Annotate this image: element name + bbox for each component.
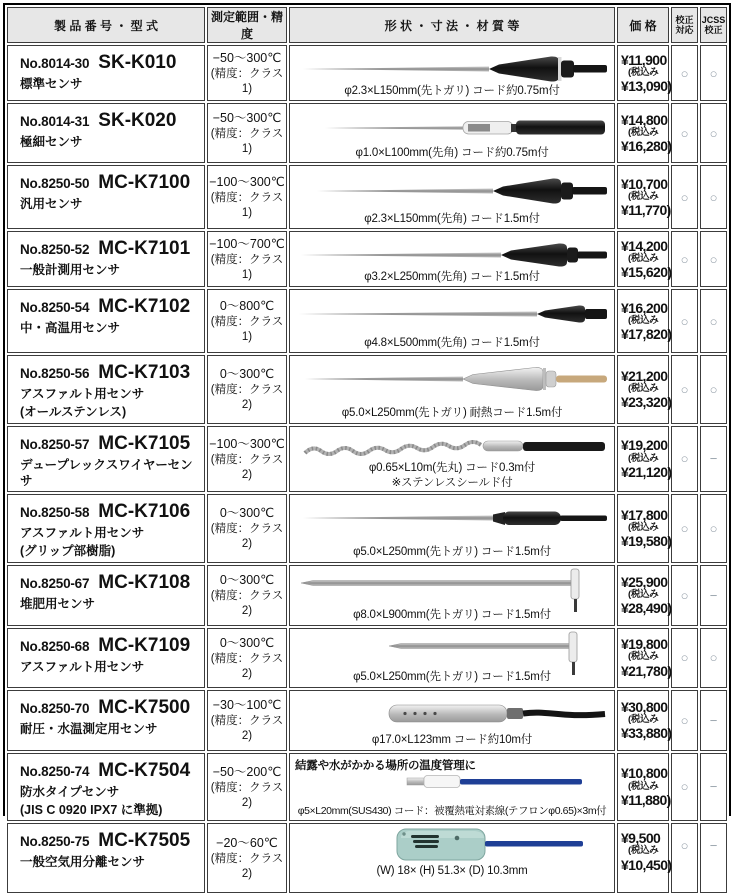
measure-range: −100〜300℃ xyxy=(209,436,285,451)
range-cell xyxy=(207,753,287,822)
header-shape: 形 状 ・ 寸 法 ・ 材 質 等 xyxy=(289,7,615,43)
calibration-mark: ○ xyxy=(671,565,698,626)
table-row xyxy=(7,565,727,626)
product-cell xyxy=(7,565,205,626)
dimension-caption: φ0.65×L10m(先丸) コード0.3m付 ※ステンレスシールド付 xyxy=(368,462,536,489)
dimension-caption: φ3.2×L250mm(先角) コード1.5m付 xyxy=(364,270,540,283)
table-row xyxy=(7,355,727,424)
table-row xyxy=(7,823,727,893)
product-number: No.8250-52 xyxy=(20,242,90,257)
jcss-mark: ○ xyxy=(700,165,727,229)
product-name-2: (JIS C 0920 IPX7 に準拠) xyxy=(20,802,163,817)
jcss-mark: ○ xyxy=(700,289,727,353)
price: ¥14,200 xyxy=(621,237,668,254)
dimension-caption: φ4.8×L500mm(先角) コード1.5m付 xyxy=(364,336,540,349)
shape-cell xyxy=(289,231,615,287)
sensor-catalog-table xyxy=(5,5,729,895)
header-price: 価 格 xyxy=(617,7,669,43)
range-cell xyxy=(207,165,287,229)
product-number: No.8014-31 xyxy=(20,114,90,129)
price-tax-included: ¥19,580) xyxy=(621,533,672,550)
measure-range: 0〜800℃ xyxy=(219,299,275,313)
product-number: No.8014-30 xyxy=(20,56,90,71)
dimension-caption: φ8.0×L900mm(先トガリ) コード1.5m付 xyxy=(353,609,551,622)
calibration-mark: ○ xyxy=(671,690,698,751)
model-code: MC-K7102 xyxy=(98,296,191,317)
price-cell xyxy=(617,231,672,287)
price: ¥19,200 xyxy=(621,437,668,454)
dimension-caption: φ2.3×L150mm(先角) コード1.5m付 xyxy=(364,212,540,225)
range-cell xyxy=(207,355,287,424)
table-row xyxy=(7,494,727,563)
model-code: MC-K7505 xyxy=(98,830,191,851)
table-row xyxy=(7,753,727,822)
product-name: 一般計測用センサ xyxy=(20,263,121,277)
accuracy: (精度：クラス2) xyxy=(210,853,284,881)
measure-range: −30〜100℃ xyxy=(212,698,282,712)
price-cell xyxy=(617,565,672,626)
dimension-caption: φ17.0×L123mm コード約10m付 xyxy=(371,734,533,747)
price: ¥9,500 xyxy=(621,830,661,846)
shape-cell xyxy=(289,355,615,424)
product-name-2: (グリップ部樹脂) xyxy=(20,544,116,559)
price-cell xyxy=(617,426,672,493)
calibration-mark: ○ xyxy=(671,165,698,229)
tax-label: (税込み xyxy=(628,845,659,857)
product-number: No.8250-54 xyxy=(20,300,90,315)
table-row xyxy=(7,45,727,101)
shape-cell xyxy=(289,628,615,688)
price-tax-included: ¥17,820) xyxy=(621,326,672,343)
accuracy: (精度：クラス1) xyxy=(210,68,284,96)
product-name: 一般空気用分離センサ xyxy=(20,855,146,869)
accuracy: (精度：クラス2) xyxy=(210,652,284,680)
product-number: No.8250-57 xyxy=(20,436,90,452)
shape-cell xyxy=(289,565,615,626)
accuracy: (精度：クラス1) xyxy=(210,254,284,282)
model-code: MC-K7101 xyxy=(98,238,191,259)
product-cell xyxy=(7,823,205,893)
product-number: No.8250-56 xyxy=(20,366,90,381)
product-number: No.8250-75 xyxy=(20,834,90,849)
probe-photo-icon xyxy=(297,110,607,146)
price: ¥19,800 xyxy=(621,636,668,653)
tax-label: (税込み xyxy=(628,651,659,663)
product-number: No.8250-58 xyxy=(20,505,90,520)
calibration-mark: ○ xyxy=(671,753,698,822)
probe-photo-icon xyxy=(297,172,607,210)
price-cell xyxy=(617,823,672,893)
table-row xyxy=(7,103,727,163)
probe-photo-icon xyxy=(297,697,607,733)
probe-photo-icon xyxy=(297,631,607,675)
tax-label: (税込み xyxy=(628,383,659,395)
shape-cell xyxy=(289,103,615,163)
measure-range: −100〜700℃ xyxy=(209,237,285,251)
table-row xyxy=(7,690,727,751)
range-cell xyxy=(207,823,287,893)
jcss-mark: ○ xyxy=(700,628,727,688)
accuracy: (精度：クラス1) xyxy=(210,316,284,344)
product-name: アスファルト用センサ xyxy=(20,526,145,540)
price: ¥16,200 xyxy=(621,299,668,316)
calibration-mark: ○ xyxy=(671,289,698,353)
range-cell xyxy=(207,494,287,563)
tax-label: (税込み xyxy=(628,190,659,202)
tax-label: (税込み xyxy=(628,314,659,326)
price-cell xyxy=(617,494,672,563)
tax-label: (税込み xyxy=(628,588,659,600)
table-row xyxy=(7,426,727,493)
tax-label: (税込み xyxy=(628,780,659,792)
price: ¥10,800 xyxy=(621,765,668,782)
product-name: 堆肥用センサ xyxy=(20,596,96,611)
product-number: No.8250-68 xyxy=(20,638,90,654)
shape-cell xyxy=(289,823,615,893)
table-row xyxy=(7,231,727,287)
shape-cell xyxy=(289,165,615,229)
shape-cell xyxy=(289,494,615,563)
accuracy: (精度：クラス2) xyxy=(210,523,284,551)
probe-photo-icon xyxy=(297,296,607,332)
model-code: MC-K7105 xyxy=(98,432,191,454)
calibration-mark: ○ xyxy=(671,231,698,287)
model-code: MC-K7103 xyxy=(98,362,191,383)
price-tax-included: ¥16,280) xyxy=(621,138,672,155)
jcss-mark: ○ xyxy=(700,494,727,563)
range-cell xyxy=(207,565,287,626)
model-code: MC-K7106 xyxy=(98,501,191,522)
product-cell xyxy=(7,690,205,751)
jcss-mark: ○ xyxy=(700,103,727,163)
calibration-mark: ○ xyxy=(671,103,698,163)
accuracy: (精度：クラス2) xyxy=(210,384,284,412)
price-tax-included: ¥21,780) xyxy=(621,662,672,679)
price-tax-included: ¥11,770) xyxy=(621,202,671,219)
measure-range: −100〜300℃ xyxy=(209,175,285,189)
accuracy: (精度：クラス2) xyxy=(210,781,284,809)
dimension-caption: φ5.0×L250mm(先トガリ) コード1.5m付 xyxy=(353,671,551,684)
price-cell xyxy=(617,628,672,688)
probe-photo-icon xyxy=(297,238,607,272)
price: ¥17,800 xyxy=(621,506,668,523)
price: ¥14,800 xyxy=(621,111,668,128)
sensor-photo-icon xyxy=(297,826,607,864)
price-tax-included: ¥11,880) xyxy=(621,791,671,808)
price-tax-included: ¥21,120) xyxy=(621,463,672,480)
price: ¥10,700 xyxy=(621,175,668,192)
header-calibration: 校正 対応 xyxy=(671,7,698,43)
dimension-caption: (W) 18× (H) 51.3× (D) 10.3mm xyxy=(376,865,528,877)
price-tax-included: ¥10,450) xyxy=(621,856,672,873)
calibration-mark: ○ xyxy=(671,628,698,688)
price-cell xyxy=(617,103,672,163)
dimension-caption: φ5×L20mm(SUS430) コード：被覆熱電対素線(テフロンφ0.65)×3m付 xyxy=(297,804,607,817)
shape-cell xyxy=(289,289,615,353)
accuracy: (精度：クラス2) xyxy=(210,590,284,618)
probe-photo-icon xyxy=(297,52,607,86)
price-cell xyxy=(617,355,672,424)
tax-label: (税込み xyxy=(628,713,659,725)
measure-range: 0〜300℃ xyxy=(219,635,275,650)
product-number: No.8250-70 xyxy=(20,700,90,716)
table-row xyxy=(7,165,727,229)
measure-range: 0〜300℃ xyxy=(219,367,275,382)
jcss-mark: − xyxy=(700,753,727,822)
product-cell xyxy=(7,753,205,822)
measure-range: −20〜60℃ xyxy=(216,836,278,850)
probe-photo-icon xyxy=(297,501,607,535)
model-code: SK-K020 xyxy=(98,110,177,131)
price-tax-included: ¥13,090) xyxy=(621,78,672,95)
product-cell xyxy=(7,289,205,353)
model-code: MC-K7100 xyxy=(98,172,191,193)
jcss-mark: − xyxy=(700,823,727,893)
product-cell xyxy=(7,355,205,424)
product-name: 汎用センサ xyxy=(20,197,83,211)
calibration-mark: ○ xyxy=(671,45,698,101)
accuracy: (精度：クラス2) xyxy=(210,715,284,743)
price: ¥21,200 xyxy=(621,367,668,384)
probe-photo-icon xyxy=(297,362,607,396)
dimension-caption: φ2.3×L150mm(先トガリ) コード約0.75m付 xyxy=(344,84,560,97)
measure-range: 0〜300℃ xyxy=(219,506,275,521)
product-name: アスファルト用センサ xyxy=(20,387,145,401)
tax-label: (税込み xyxy=(628,66,659,78)
product-name: 防水タイプセンサ xyxy=(20,784,120,799)
product-cell xyxy=(7,426,205,493)
model-code: MC-K7109 xyxy=(98,634,191,656)
price-cell xyxy=(617,165,669,229)
dimension-caption: φ5.0×L250mm(先トガリ) コード1.5m付 xyxy=(353,546,551,559)
price-cell xyxy=(617,690,672,751)
product-name: 標準センサ xyxy=(20,77,83,91)
product-cell xyxy=(7,231,205,287)
shape-cell xyxy=(289,690,615,751)
usage-note: 結露や水がかかる場所の温度管理に xyxy=(295,759,476,772)
measure-range: −50〜200℃ xyxy=(212,764,282,779)
product-name: 耐圧・水温測定用センサ xyxy=(20,721,158,736)
product-cell xyxy=(7,628,205,688)
model-code: MC-K7504 xyxy=(98,759,191,781)
model-code: MC-K7108 xyxy=(98,571,191,593)
price-tax-included: ¥33,880) xyxy=(621,725,672,742)
calibration-mark: ○ xyxy=(671,355,698,424)
range-cell xyxy=(207,690,287,751)
price: ¥30,800 xyxy=(621,698,668,715)
catalog-table-frame xyxy=(3,3,731,881)
header-range: 測定範囲・精度 xyxy=(207,7,287,43)
tax-label: (税込み xyxy=(628,252,659,264)
price-tax-included: ¥28,490) xyxy=(621,600,672,617)
shape-cell xyxy=(289,426,615,493)
range-cell xyxy=(207,103,287,163)
product-name-2: (オールステンレス) xyxy=(20,405,127,420)
jcss-mark: − xyxy=(700,565,727,626)
product-number: No.8250-67 xyxy=(20,575,90,591)
product-cell xyxy=(7,103,205,163)
price-cell xyxy=(617,289,672,353)
product-name: 中・高温用センサ xyxy=(20,321,121,335)
calibration-mark: ○ xyxy=(671,494,698,563)
header-product: 製 品 番 号 ・ 型 式 xyxy=(7,7,205,43)
range-cell xyxy=(207,289,287,353)
jcss-mark: − xyxy=(700,690,727,751)
range-cell xyxy=(207,231,287,287)
product-name: デュープレックスワイヤーセンサ xyxy=(20,457,193,488)
probe-photo-icon xyxy=(297,568,607,612)
range-cell xyxy=(207,426,287,493)
range-cell xyxy=(207,45,287,101)
accuracy: (精度：クラス2) xyxy=(210,453,284,481)
jcss-mark: ○ xyxy=(700,45,727,101)
price: ¥11,900 xyxy=(621,51,667,68)
calibration-mark: ○ xyxy=(671,426,698,493)
product-cell xyxy=(7,45,205,101)
calibration-mark: ○ xyxy=(671,823,698,893)
product-number: No.8250-50 xyxy=(20,176,90,191)
accuracy: (精度：クラス1) xyxy=(210,128,284,156)
jcss-mark: ○ xyxy=(700,355,727,424)
product-name: アスファルト用センサ xyxy=(20,659,145,674)
product-cell xyxy=(7,494,205,563)
shape-cell xyxy=(289,45,615,101)
table-row xyxy=(7,628,727,688)
probe-photo-icon xyxy=(297,433,607,465)
tax-label: (税込み xyxy=(628,522,659,534)
header-row xyxy=(7,7,727,43)
product-cell xyxy=(7,165,205,229)
price-cell xyxy=(617,753,669,822)
measure-range: −50〜300℃ xyxy=(212,51,282,65)
tax-label: (税込み xyxy=(628,126,659,138)
range-cell xyxy=(207,628,287,688)
product-number: No.8250-74 xyxy=(20,763,90,779)
price: ¥25,900 xyxy=(621,573,668,590)
price-tax-included: ¥23,320) xyxy=(621,394,672,411)
jcss-mark: − xyxy=(700,426,727,493)
jcss-mark: ○ xyxy=(700,231,727,287)
tax-label: (税込み xyxy=(628,452,659,464)
product-name: 極細センサ xyxy=(20,135,83,149)
measure-range: 0〜300℃ xyxy=(219,573,275,587)
dimension-caption: φ1.0×L100mm(先角) コード約0.75m付 xyxy=(355,146,549,159)
shape-cell xyxy=(289,753,615,822)
table-row xyxy=(7,289,727,353)
header-jcss: JCSS 校正 xyxy=(700,7,727,43)
price-cell xyxy=(617,45,672,101)
price-tax-included: ¥15,620) xyxy=(621,264,672,281)
accuracy: (精度：クラス1) xyxy=(210,192,284,220)
model-code: SK-K010 xyxy=(98,52,177,73)
dimension-caption: φ5.0×L250mm(先トガリ) 耐熱コード1.5m付 xyxy=(341,407,563,420)
model-code: MC-K7500 xyxy=(98,696,191,718)
measure-range: −50〜300℃ xyxy=(212,111,282,125)
